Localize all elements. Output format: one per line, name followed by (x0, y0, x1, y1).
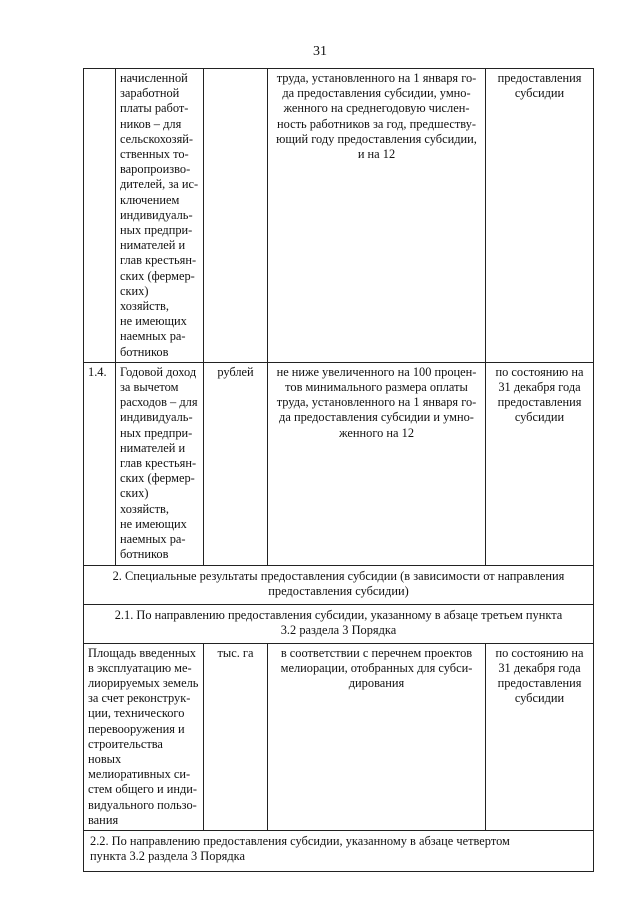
date-cell: предоставления субсидии (486, 69, 594, 363)
indicator-name-cell: Площадь введенных в эксплуатацию ме- лиорируемых земель за счет реконструк- ции, технического перевооружения и строительства новых мелиоративных си- стем общего и инди- видуального пользо- вания (84, 643, 204, 830)
unit-cell (204, 69, 268, 363)
date-cell: по состоянию на 31 декабря года предоставления субсидии (486, 643, 594, 830)
subsection-heading: 2.1. По направлению предоставления субсидии, указанному в абзаце третьем пункта 3.2 раздела 3 Порядка (84, 604, 594, 643)
results-table (83, 68, 594, 872)
method-cell: не ниже увеличенного на 100 процен- тов минимального размера оплаты труда, установленного на 1 января го- да предоставления субсидии и умно- женного на 12 (268, 362, 486, 565)
section-row-2 (84, 565, 594, 604)
row-number-cell (84, 69, 116, 363)
table-row-continuation (84, 69, 594, 363)
subsection-heading: 2.2. По направлению предоставления субсидии, указанному в абзаце четвертом пункта 3.2 раздела 3 Порядка (84, 830, 594, 871)
method-cell: в соответствии с перечнем проектов мелиорации, отобранных для субси- дирования (268, 643, 486, 830)
page-number: 31 (313, 44, 327, 59)
table-row-area (84, 643, 594, 830)
table-row-1-4 (84, 362, 594, 565)
method-cell: труда, установленного на 1 января го- да предоставления субсидии, умно- женного на среднегодовую числен- ность работников за год, предшеству- ющий году предоставления субсидии, и на 12 (268, 69, 486, 363)
section-row-2-1 (84, 604, 594, 643)
indicator-name-cell: Годовой доход за вычетом расходов – для индивидуаль- ных предпри- нимателей и глав крестьян- ских (фермер- ских) хозяйств, не имеющих наемных ра- ботников (116, 362, 204, 565)
unit-cell: рублей (204, 362, 268, 565)
unit-cell: тыс. га (204, 643, 268, 830)
row-number-cell: 1.4. (84, 362, 116, 565)
section-row-2-2 (84, 830, 594, 871)
section-heading: 2. Специальные результаты предоставления субсидии (в зависимости от направления предоставления субсидии) (84, 565, 594, 604)
date-cell: по состоянию на 31 декабря года предоставления субсидии (486, 362, 594, 565)
indicator-name-cell: начисленной заработной платы работ- ников – для сельскохозяй- ственных то- варопроизво- дителей, за ис- ключением индивидуаль- ных предпри- нимателей и глав крестьян- ских (фермер- ских) хозяйств, не имеющих наемных ра- ботников (116, 69, 204, 363)
